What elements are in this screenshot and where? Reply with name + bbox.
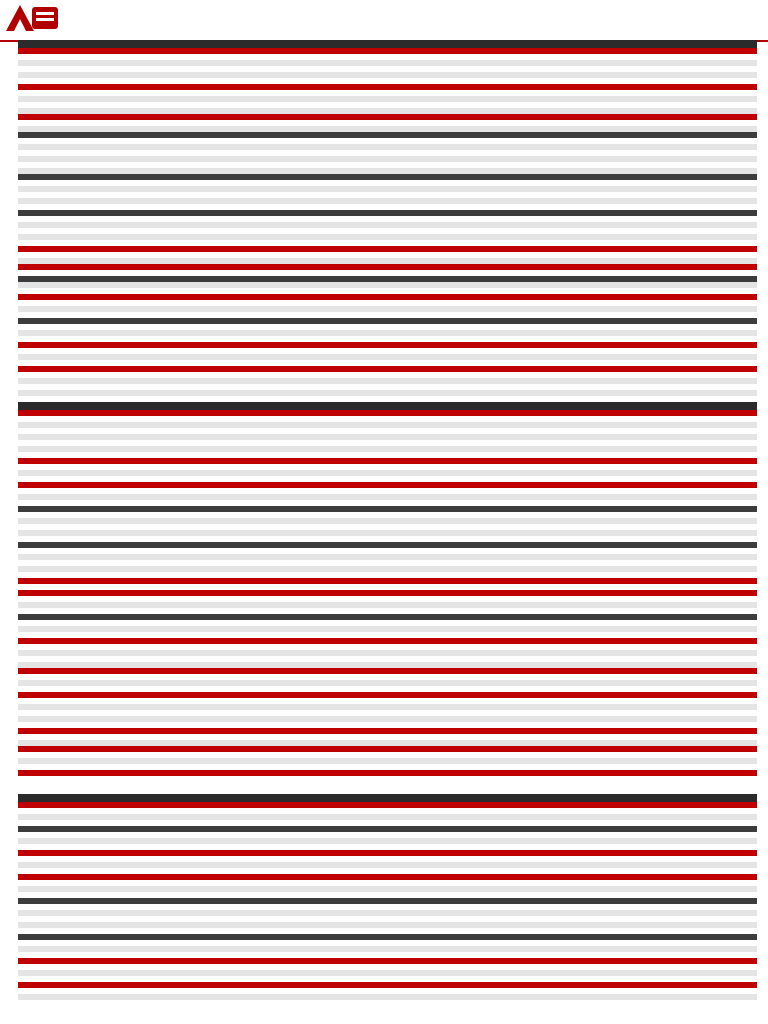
column-header xyxy=(610,40,757,48)
date-cell xyxy=(610,390,757,396)
calendar-section xyxy=(18,402,757,782)
column-header xyxy=(18,794,460,802)
date-cell xyxy=(610,1000,757,1006)
intro-text xyxy=(14,11,754,37)
table-row xyxy=(18,1000,757,1006)
column-header xyxy=(610,402,757,410)
column-header xyxy=(610,794,757,802)
date-cell xyxy=(460,776,610,782)
activity-cell xyxy=(18,776,460,782)
section-header-row xyxy=(18,794,757,802)
date-cell xyxy=(610,776,757,782)
column-header xyxy=(18,40,460,48)
column-header xyxy=(460,40,610,48)
section-header-row xyxy=(18,40,757,48)
header xyxy=(0,0,768,42)
table-row xyxy=(18,776,757,782)
activity-cell xyxy=(18,1000,460,1006)
column-header xyxy=(460,402,610,410)
column-header xyxy=(460,794,610,802)
calendar-section xyxy=(18,794,757,1006)
calendar-section xyxy=(18,40,757,396)
section-header-row xyxy=(18,402,757,410)
date-cell xyxy=(460,1000,610,1006)
column-header xyxy=(18,402,460,410)
date-cell xyxy=(460,390,610,396)
table-row xyxy=(18,390,757,396)
activity-cell xyxy=(18,390,460,396)
